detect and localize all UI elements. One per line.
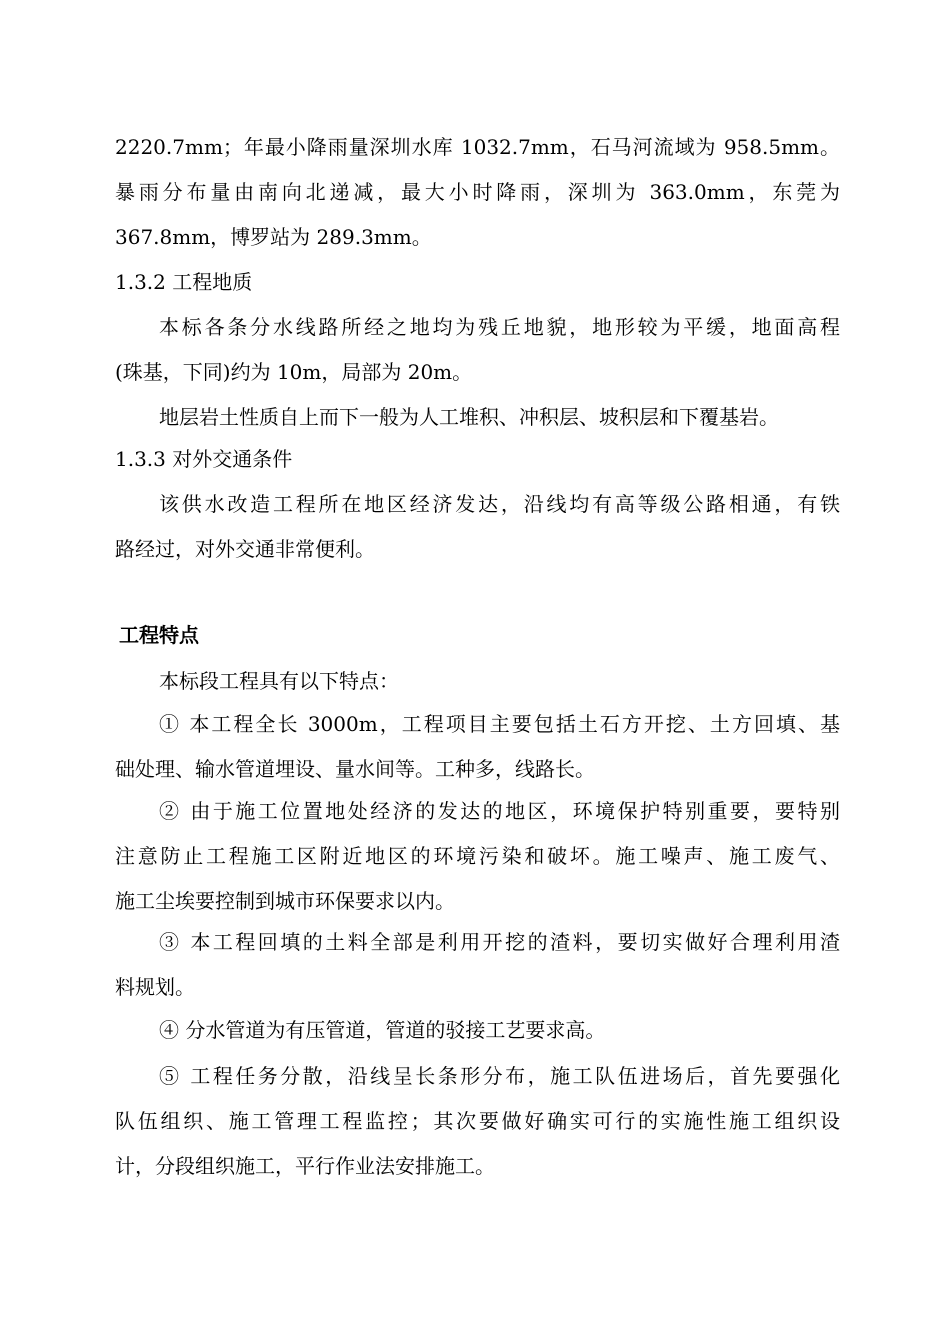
text-line: 暴雨分布量由南向北递减，最大小时降雨，深圳为 363.0mm，东莞为 [115, 180, 840, 204]
feature-item-4 [115, 1008, 840, 1053]
text-line: (珠基，下同)约为 10m，局部为 20m。 [115, 360, 473, 384]
text-line: 计，分段组织施工，平行作业法安排施工。 [115, 1154, 495, 1178]
feature-item-2 [115, 789, 840, 924]
text-line: 本标各条分水线路所经之地均为残丘地貌，地形较为平缓，地面高程 [159, 315, 840, 339]
text-line: 367.8mm，博罗站为 289.3mm。 [115, 225, 432, 249]
text-line: 该供水改造工程所在地区经济发达，沿线均有高等级公路相通，有铁 [159, 492, 840, 516]
paragraph-geology-strata [115, 395, 840, 440]
text-line: 路经过，对外交通非常便利。 [115, 537, 375, 561]
heading-external-traffic: 1.3.3 对外交通条件 [115, 447, 293, 471]
text-line: ③ 本工程回填的土料全部是利用开挖的渣料，要切实做好合理利用渣 [159, 930, 840, 954]
paragraph-geology-landform [115, 305, 840, 395]
text-line: ⑤ 工程任务分散，沿线呈长条形分布，施工队伍进场后，首先要强化 [159, 1064, 840, 1088]
text-line: ① 本工程全长 3000m，工程项目主要包括土石方开挖、土方回填、基 [159, 712, 840, 736]
text-line: 注意防止工程施工区附近地区的环境污染和破坏。施工噪声、施工废气、 [115, 844, 840, 868]
heading-project-features: 工程特点 [119, 623, 199, 647]
feature-item-3 [115, 920, 840, 1010]
text-line: ④ 分水管道为有压管道，管道的驳接工艺要求高。 [159, 1018, 606, 1042]
text-line: 2220.7mm；年最小降雨量深圳水库 1032.7mm，石马河流域为 958.5mm。 [115, 135, 840, 159]
paragraph-features-intro [115, 659, 840, 704]
feature-item-1 [115, 702, 840, 792]
paragraph-traffic [115, 482, 840, 572]
text-line: 地层岩土性质自上而下一般为人工堆积、冲积层、坡积层和下覆基岩。 [159, 405, 779, 429]
text-line: 础处理、输水管道埋设、量水间等。工种多，线路长。 [115, 757, 595, 781]
text-line: 施工尘埃要控制到城市环保要求以内。 [115, 889, 455, 913]
paragraph-rainfall [115, 125, 840, 260]
text-line: 队伍组织、施工管理工程监控；其次要做好确实可行的实施性施工组织设 [115, 1109, 840, 1133]
feature-item-5 [115, 1054, 840, 1189]
text-line: 本标段工程具有以下特点： [159, 669, 399, 693]
heading-engineering-geology: 1.3.2 工程地质 [115, 270, 253, 294]
text-line: 料规划。 [115, 975, 195, 999]
text-line: ② 由于施工位置地处经济的发达的地区，环境保护特别重要，要特别 [159, 799, 840, 823]
